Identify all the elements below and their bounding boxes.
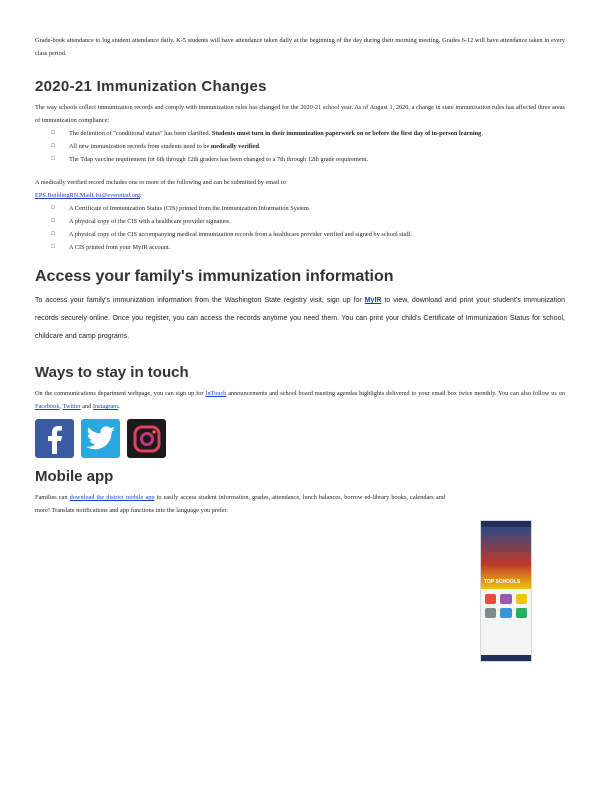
square-bullet-icon: □: [51, 218, 55, 224]
app-tile-icon: [500, 594, 511, 604]
instagram-link[interactable]: Instagram: [92, 403, 119, 410]
phone-hero-image: [481, 527, 531, 589]
email-link[interactable]: EPS.BuildingRN.MailList@everettsd.org: [35, 192, 140, 199]
square-bullet-icon: □: [51, 130, 55, 136]
app-tile-icon: [516, 608, 527, 618]
square-bullet-icon: □: [51, 205, 55, 211]
facebook-link[interactable]: Facebook: [35, 403, 60, 410]
list-item: □ The definition of "conditional status" has been clarified. Students must turn in their immunization paperwork on or before the first day of in-person learning.: [35, 127, 565, 140]
ways-heading: Ways to stay in touch: [35, 364, 189, 381]
phone-app-grid: [481, 589, 531, 623]
list-item: □ A physical copy of the CIS with a healthcare provider signature.: [35, 215, 565, 228]
immunization-heading: 2020-21 Immunization Changes: [35, 78, 267, 95]
list-item: □ All new immunization records from students need to be medically verified.: [35, 140, 565, 153]
verified-record-list: [35, 202, 565, 254]
app-tile-icon: [485, 608, 496, 618]
intouch-link[interactable]: InTouch: [205, 390, 227, 397]
mobile-heading: Mobile app: [35, 468, 114, 485]
myir-link[interactable]: MyIR: [364, 297, 382, 304]
list-item: □ The Tdap vaccine requirement for 6th through 12th graders has been changed to a 7th through 12th grade requirement.: [35, 153, 565, 166]
phone-hero-caption: TOP SCHOOLS: [484, 579, 521, 585]
access-paragraph: To access your family's immunization information from the Washington State registry visit, sign up for MyIR to view, download and print your student's immunization records securely online. Once you register, you can access the records anytime you need them. You can print your child's Certificate of Immunization Status for school, childcare and camp programs.: [35, 297, 565, 340]
verified-record-paragraph: A medically verified record includes one or more of the following and can be submitted by email to EPS.BuildingRN.MailList@everettsd.org:: [35, 179, 286, 199]
twitter-link[interactable]: Twitter: [62, 403, 81, 410]
app-tile-icon: [500, 608, 511, 618]
mobile-paragraph: Families can download the district mobile app to easily access student information, grades, attendance, lunch balances, borrow ed-library books, calendars and more! Translate notifications and app functions into the language you prefer.: [35, 494, 446, 514]
app-tile-icon: [516, 594, 527, 604]
intro-paragraph: Grade-book attendance to log student attendance daily. K-5 students will have attendance taken daily at the beginning of the day during their morning meeting. Grades 6-12 will have attendance taken in every class period.: [35, 37, 565, 57]
ways-paragraph: On the communications department webpage, you can sign up for InTouch announcements and school board meeting agendas highlights delivered to your email box twice monthly. You can also follow us on Facebook, Twitter and Instagram.: [35, 390, 565, 410]
square-bullet-icon: □: [51, 231, 55, 237]
immunization-change-list: [35, 127, 565, 166]
mobile-app-link[interactable]: download the district mobile app: [69, 494, 155, 501]
list-item: □ A CIS printed from your MyIR account.: [35, 241, 565, 254]
access-heading: Access your family's immunization information: [35, 268, 394, 285]
social-icons: [35, 419, 565, 458]
square-bullet-icon: □: [51, 143, 55, 149]
document-page: [35, 30, 565, 517]
square-bullet-icon: □: [51, 156, 55, 162]
list-item: □ A Certificate of Immunization Status (CIS) printed from the Immunization Information System.: [35, 202, 565, 215]
twitter-icon[interactable]: [81, 419, 120, 458]
immunization-paragraph: The way schools collect immunization records and comply with immunization rules has changed for the 2020-21 school year. As of August 1, 2020, a change in state immunization rules has affected three areas of immunization compliance:: [35, 104, 565, 124]
app-tile-icon: [485, 594, 496, 604]
mobile-app-screenshot: [480, 520, 532, 662]
facebook-icon[interactable]: [35, 419, 74, 458]
instagram-icon[interactable]: [127, 419, 166, 458]
list-item: □ A physical copy of the CIS accompanying medical immunization records from a healthcare provider verified and signed by school staff.: [35, 228, 565, 241]
phone-nav-bar: [481, 655, 531, 661]
square-bullet-icon: □: [51, 244, 55, 250]
